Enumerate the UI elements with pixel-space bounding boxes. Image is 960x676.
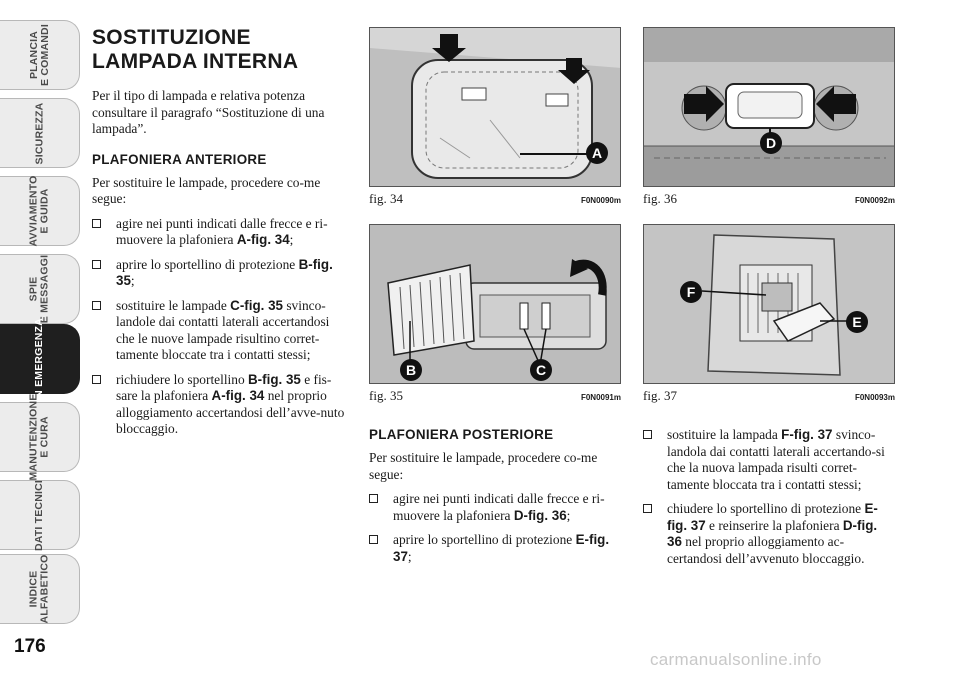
list-item: richiudere lo sportellino B-fig. 35 e fis-sare la plafoniera A-fig. 34 nel proprio alloggiamento accertandosi dell’avve-nuto bloccaggio. bbox=[92, 372, 348, 438]
callout-e: E bbox=[846, 311, 868, 333]
rear-steps-second bbox=[643, 427, 895, 567]
callout-c: C bbox=[530, 359, 552, 381]
checkbox-bullet-icon bbox=[369, 535, 378, 544]
figure-35-image bbox=[369, 224, 621, 384]
callout-b: B bbox=[400, 359, 422, 381]
checkbox-bullet-icon bbox=[92, 375, 101, 384]
checkbox-bullet-icon bbox=[92, 301, 101, 310]
list-item: aprire lo sportellino di protezione B-fig. 35; bbox=[92, 257, 348, 290]
list-item: sostituire le lampade C-fig. 35 svinco-landole dai contatti laterali accertandosi che le nuove lampade risultino corret-tamente bloccate tra i contatti stessi; bbox=[92, 298, 348, 364]
tab-dati-tecnici[interactable]: DATI TECNICI bbox=[0, 480, 80, 550]
list-item: sostituire la lampada F-fig. 37 svinco-landola dai contatti laterali accertando-si che la nuova lampada risulti corret-tamente bloccata tra i contatti stessi; bbox=[643, 427, 895, 493]
front-intro: Per sostituire le lampade, procedere co-me segue: bbox=[92, 174, 321, 206]
figure-36-label: fig. 36 bbox=[643, 191, 677, 206]
checkbox-bullet-icon bbox=[643, 504, 652, 513]
figure-37 bbox=[643, 224, 895, 404]
list-item: agire nei punti indicati dalle frecce e ri-muovere la plafoniera A-fig. 34; bbox=[92, 216, 348, 249]
callout-f: F bbox=[680, 281, 702, 303]
checkbox-bullet-icon bbox=[643, 430, 652, 439]
checkbox-bullet-icon bbox=[369, 494, 378, 503]
tab-sicurezza[interactable]: SICUREZZA bbox=[0, 98, 80, 168]
list-item: agire nei punti indicati dalle frecce e ri-muovere la plafoniera D-fig. 36; bbox=[369, 491, 621, 524]
callout-d: D bbox=[760, 132, 782, 154]
intro-paragraph: Per il tipo di lampada e relativa potenza consultare il paragrafo “Sostituzione di una lampada”. bbox=[92, 88, 325, 136]
tab-manutenzione-cura[interactable]: MANUTENZIONE E CURA bbox=[0, 402, 80, 472]
rear-steps-first bbox=[369, 491, 621, 565]
figure-37-code: F0N0093m bbox=[854, 393, 895, 402]
chapter-tabs bbox=[0, 0, 82, 640]
figure-36-image bbox=[643, 27, 895, 187]
list-item: aprire lo sportellino di protezione E-fig. 37; bbox=[369, 532, 621, 565]
figure-35-label: fig. 35 bbox=[369, 388, 403, 403]
watermark: carmanualsonline.info bbox=[650, 650, 822, 669]
page-title: SOSTITUZIONE LAMPADA INTERNA bbox=[92, 26, 299, 73]
rear-heading: PLAFONIERA POSTERIORE bbox=[369, 427, 554, 442]
figure-34-label: fig. 34 bbox=[369, 191, 403, 206]
rear-intro: Per sostituire le lampade, procedere co-me segue: bbox=[369, 450, 598, 482]
tab-in-emergenza[interactable]: IN EMERGENZA bbox=[0, 324, 80, 394]
figure-37-image bbox=[643, 224, 895, 384]
text-column-right bbox=[643, 427, 895, 575]
tab-plancia-comandi[interactable]: PLANCIA E COMANDI bbox=[0, 20, 80, 90]
tab-avviamento-guida[interactable]: AVVIAMENTO E GUIDA bbox=[0, 176, 80, 246]
figure-36 bbox=[643, 27, 895, 207]
page-number: 176 bbox=[14, 636, 46, 657]
front-steps bbox=[92, 216, 348, 438]
checkbox-bullet-icon bbox=[92, 219, 101, 228]
checkbox-bullet-icon bbox=[92, 260, 101, 269]
tab-spie-messaggi[interactable]: SPIE E MESSAGGI bbox=[0, 254, 80, 324]
tab-indice-alfabetico[interactable]: INDICE ALFABETICO bbox=[0, 554, 80, 624]
figure-34-code: F0N0090m bbox=[580, 196, 621, 205]
figure-34-image bbox=[369, 27, 621, 187]
figure-35-code: F0N0091m bbox=[580, 393, 621, 402]
front-heading: PLAFONIERA ANTERIORE bbox=[92, 151, 267, 167]
callout-a: A bbox=[586, 142, 608, 164]
text-column-middle bbox=[369, 427, 621, 573]
figure-34 bbox=[369, 27, 621, 207]
figure-35 bbox=[369, 224, 621, 404]
figure-36-code: F0N0092m bbox=[854, 196, 895, 205]
list-item: chiudere lo sportellino di protezione E-fig. 37 e reinserire la plafoniera D-fig. 36 nel proprio alloggiamento ac-certandosi dell’avvenuto bloccaggio. bbox=[643, 501, 895, 567]
text-column-left bbox=[92, 26, 348, 446]
figure-37-label: fig. 37 bbox=[643, 388, 677, 403]
